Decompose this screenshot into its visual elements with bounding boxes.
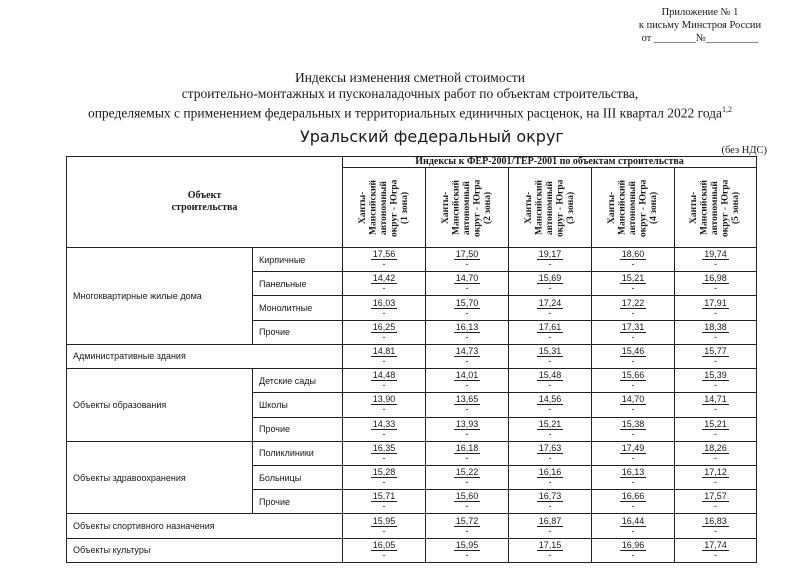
index-dash: - <box>631 477 635 488</box>
index-value: 16,16 <box>538 467 562 478</box>
index-dash: - <box>714 428 718 439</box>
residential-subtype-label: Кирпичные <box>253 248 343 272</box>
index-dash: - <box>382 259 386 270</box>
index-value: 16,44 <box>621 515 645 526</box>
education-2-zone-5-cell <box>675 417 757 441</box>
index-dash: - <box>382 331 386 342</box>
index-dash: - <box>631 259 635 270</box>
index-value: 16,96 <box>621 539 645 550</box>
index-value: 13,93 <box>455 418 479 429</box>
admin-zone-3-cell <box>509 344 592 368</box>
district-title: Уральский федеральный округ <box>300 127 564 146</box>
index-dash: - <box>714 549 718 560</box>
education-0-zone-4-cell <box>592 369 675 393</box>
indices-header: Индексы к ФЕР-2001/ТЕР-2001 по объектам строительства <box>343 157 757 168</box>
residential-3-zone-4-cell <box>592 320 675 344</box>
zone-header-2-text: Ханты- Мансийский автономный округ - Югра (2 зона) <box>440 178 493 237</box>
education-1-zone-4-cell <box>592 393 675 417</box>
residential-0-zone-3-cell <box>509 248 592 272</box>
table-row <box>67 514 757 538</box>
heading-line-1: Индексы изменения сметной стоимости <box>294 70 526 85</box>
residential-0-zone-2-cell <box>426 248 509 272</box>
health-0-zone-2-cell <box>426 441 509 465</box>
index-dash: - <box>548 477 552 488</box>
culture-zone-2-cell <box>426 538 509 562</box>
appendix-line-1: Приложение № 1 <box>661 7 739 18</box>
index-dash: - <box>631 501 635 512</box>
index-dash: - <box>631 307 635 318</box>
education-0-zone-2-cell <box>426 369 509 393</box>
index-value: 17,49 <box>621 442 645 453</box>
table-row <box>67 538 757 562</box>
culture-zone-1-cell <box>343 538 426 562</box>
index-value: 16,13 <box>455 321 479 332</box>
education-0-zone-1-cell <box>343 369 426 393</box>
index-dash: - <box>465 452 469 463</box>
index-dash: - <box>548 525 552 536</box>
health-group-label: Объекты здравоохранения <box>67 441 253 514</box>
index-value: 15,72 <box>455 515 479 526</box>
index-dash: - <box>631 428 635 439</box>
index-value: 16,66 <box>621 491 645 502</box>
index-value: 15,28 <box>372 467 396 478</box>
object-column-header: Объект строительства <box>67 157 343 248</box>
index-value: 15,71 <box>372 491 396 502</box>
sport-zone-2-cell <box>426 514 509 538</box>
index-value: 15,31 <box>538 345 562 356</box>
residential-2-zone-4-cell <box>592 296 675 320</box>
index-value: 17,56 <box>372 249 396 260</box>
index-value: 19,74 <box>704 249 727 260</box>
residential-0-zone-1-cell <box>343 248 426 272</box>
residential-1-zone-3-cell <box>509 272 592 296</box>
residential-0-zone-5-cell <box>675 248 757 272</box>
index-value: 14,73 <box>455 345 479 356</box>
health-0-zone-4-cell <box>592 441 675 465</box>
index-value: 15,70 <box>455 297 479 308</box>
education-2-zone-2-cell <box>426 417 509 441</box>
index-value: 16,35 <box>372 442 396 453</box>
residential-2-zone-3-cell <box>509 296 592 320</box>
index-value: 15,46 <box>621 345 645 356</box>
sport-zone-4-cell <box>592 514 675 538</box>
index-dash: - <box>465 404 469 415</box>
education-1-zone-3-cell <box>509 393 592 417</box>
health-2-zone-4-cell <box>592 490 675 514</box>
index-dash: - <box>631 380 635 391</box>
index-value: 15,21 <box>538 418 562 429</box>
residential-subtype-label: Прочие <box>253 320 343 344</box>
health-2-zone-5-cell <box>675 490 757 514</box>
residential-subtype-label: Панельные <box>253 272 343 296</box>
index-value: 14,42 <box>372 273 396 284</box>
table-row <box>67 441 757 465</box>
health-subtype-label: Прочие <box>253 490 343 514</box>
index-dash: - <box>382 428 386 439</box>
index-value: 17,91 <box>704 297 727 308</box>
index-dash: - <box>631 331 635 342</box>
table-row <box>67 248 757 272</box>
index-value: 15,95 <box>455 539 479 550</box>
residential-2-zone-2-cell <box>426 296 509 320</box>
admin-zone-4-cell <box>592 344 675 368</box>
index-value: 17,63 <box>538 442 562 453</box>
index-value: 15,60 <box>455 491 479 502</box>
index-dash: - <box>714 452 718 463</box>
residential-1-zone-1-cell <box>343 272 426 296</box>
index-dash: - <box>465 549 469 560</box>
index-value: 16,25 <box>372 321 396 332</box>
index-dash: - <box>548 501 552 512</box>
health-1-zone-5-cell <box>675 465 757 489</box>
index-value: 16,13 <box>621 467 645 478</box>
health-2-zone-2-cell <box>426 490 509 514</box>
index-dash: - <box>714 355 718 366</box>
index-dash: - <box>548 452 552 463</box>
index-value: 15,21 <box>704 418 727 429</box>
index-value: 14,81 <box>372 345 396 356</box>
index-value: 13,65 <box>455 394 479 405</box>
index-value: 16,98 <box>704 273 727 284</box>
culture-zone-5-cell <box>675 538 757 562</box>
index-value: 17,74 <box>704 539 727 550</box>
index-dash: - <box>465 307 469 318</box>
zone-header-5-text: Ханты- Мансийский автономный округ - Югра (5 зона) <box>689 178 742 237</box>
education-group-label: Объекты образования <box>67 369 253 442</box>
index-dash: - <box>465 428 469 439</box>
index-dash: - <box>382 283 386 294</box>
residential-3-zone-3-cell <box>509 320 592 344</box>
index-value: 15,21 <box>621 273 645 284</box>
index-dash: - <box>631 525 635 536</box>
index-value: 14,70 <box>621 394 645 405</box>
residential-3-zone-2-cell <box>426 320 509 344</box>
index-value: 18,38 <box>704 321 727 332</box>
health-0-zone-3-cell <box>509 441 592 465</box>
health-0-zone-5-cell <box>675 441 757 465</box>
index-value: 15,38 <box>621 418 645 429</box>
appendix-line-3: от ________№__________ <box>641 33 759 44</box>
index-dash: - <box>714 525 718 536</box>
index-dash: - <box>465 331 469 342</box>
table-row <box>67 344 757 368</box>
index-dash: - <box>714 331 718 342</box>
education-subtype-label: Детские сады <box>253 369 343 393</box>
culture-zone-4-cell <box>592 538 675 562</box>
index-dash: - <box>548 283 552 294</box>
residential-group-label: Многоквартирные жилые дома <box>67 248 253 345</box>
index-value: 17,22 <box>621 297 645 308</box>
index-dash: - <box>631 549 635 560</box>
index-value: 14,56 <box>538 394 562 405</box>
residential-subtype-label: Монолитные <box>253 296 343 320</box>
index-dash: - <box>631 404 635 415</box>
index-dash: - <box>714 501 718 512</box>
index-value: 15,22 <box>455 467 479 478</box>
education-1-zone-1-cell <box>343 393 426 417</box>
health-2-zone-3-cell <box>509 490 592 514</box>
index-dash: - <box>465 477 469 488</box>
sport-zone-5-cell <box>675 514 757 538</box>
index-value: 15,66 <box>621 370 645 381</box>
index-dash: - <box>631 355 635 366</box>
index-value: 17,15 <box>538 539 562 550</box>
index-dash: - <box>714 283 718 294</box>
sport-zone-1-cell <box>343 514 426 538</box>
index-dash: - <box>714 404 718 415</box>
residential-1-zone-5-cell <box>675 272 757 296</box>
index-value: 15,48 <box>538 370 562 381</box>
index-dash: - <box>465 525 469 536</box>
index-dash: - <box>548 404 552 415</box>
health-2-zone-1-cell <box>343 490 426 514</box>
heading-line-3-text: определяемых с применением федеральных и территориальных единичных расценок, на III квартал 2022 года <box>87 105 723 121</box>
zone-header-5 <box>675 168 757 248</box>
health-0-zone-1-cell <box>343 441 426 465</box>
admin-zone-5-cell <box>675 344 757 368</box>
education-2-zone-4-cell <box>592 417 675 441</box>
index-value: 19,17 <box>538 249 562 260</box>
index-dash: - <box>382 452 386 463</box>
vat-note: (без НДС) <box>721 145 767 156</box>
index-dash: - <box>382 307 386 318</box>
index-value: 16,18 <box>455 442 479 453</box>
residential-2-zone-5-cell <box>675 296 757 320</box>
heading-line-3 <box>40 102 780 122</box>
index-value: 17,50 <box>455 249 479 260</box>
index-dash: - <box>714 477 718 488</box>
index-value: 17,31 <box>621 321 645 332</box>
residential-3-zone-1-cell <box>343 320 426 344</box>
index-dash: - <box>548 428 552 439</box>
education-0-zone-3-cell <box>509 369 592 393</box>
residential-1-zone-4-cell <box>592 272 675 296</box>
residential-0-zone-4-cell <box>592 248 675 272</box>
education-0-zone-5-cell <box>675 369 757 393</box>
health-1-zone-1-cell <box>343 465 426 489</box>
index-value: 14,01 <box>455 370 479 381</box>
index-dash: - <box>548 331 552 342</box>
zone-header-4-text: Ханты- Мансийский автономный округ - Югра (4 зона) <box>606 178 659 237</box>
index-dash: - <box>714 259 718 270</box>
residential-1-zone-2-cell <box>426 272 509 296</box>
zone-header-3-text: Ханты- Мансийский автономный округ - Югра (3 зона) <box>523 178 576 237</box>
index-value: 16,83 <box>704 515 727 526</box>
index-dash: - <box>382 525 386 536</box>
index-dash: - <box>382 380 386 391</box>
index-dash: - <box>465 380 469 391</box>
health-1-zone-3-cell <box>509 465 592 489</box>
heading-footnote-mark: 1,2 <box>722 105 733 114</box>
index-dash: - <box>382 355 386 366</box>
index-value: 15,39 <box>704 370 727 381</box>
index-dash: - <box>382 501 386 512</box>
zone-header-4 <box>592 168 675 248</box>
index-value: 17,57 <box>704 491 727 502</box>
education-subtype-label: Прочие <box>253 417 343 441</box>
index-dash: - <box>548 259 552 270</box>
appendix-line-2: к письму Минстроя России <box>638 20 762 31</box>
education-1-zone-5-cell <box>675 393 757 417</box>
index-value: 13,90 <box>372 394 396 405</box>
index-value: 14,48 <box>372 370 396 381</box>
index-dash: - <box>714 307 718 318</box>
index-dash: - <box>631 283 635 294</box>
index-value: 15,69 <box>538 273 562 284</box>
index-value: 14,70 <box>455 273 479 284</box>
index-dash: - <box>548 380 552 391</box>
index-value: 16,05 <box>372 539 396 550</box>
index-value: 16,87 <box>538 515 562 526</box>
health-1-zone-2-cell <box>426 465 509 489</box>
health-1-zone-4-cell <box>592 465 675 489</box>
table-row <box>67 369 757 393</box>
index-dash: - <box>548 307 552 318</box>
index-dash: - <box>465 259 469 270</box>
residential-3-zone-5-cell <box>675 320 757 344</box>
sport-zone-3-cell <box>509 514 592 538</box>
zone-header-1 <box>343 168 426 248</box>
appendix-note <box>625 6 775 45</box>
index-dash: - <box>548 549 552 560</box>
education-2-zone-1-cell <box>343 417 426 441</box>
index-dash: - <box>631 452 635 463</box>
zone-header-1-text: Ханты- Мансийский автономный округ - Югра (1 зона) <box>357 178 410 237</box>
index-dash: - <box>465 355 469 366</box>
index-value: 14,33 <box>372 418 396 429</box>
index-dash: - <box>382 404 386 415</box>
index-dash: - <box>382 549 386 560</box>
heading-line-2: строительно-монтажных и пусконаладочных работ по объектам строительства, <box>181 86 639 101</box>
education-1-zone-2-cell <box>426 393 509 417</box>
index-dash: - <box>465 283 469 294</box>
index-value: 18,60 <box>621 249 645 260</box>
document-heading <box>40 70 780 122</box>
index-value: 16,73 <box>538 491 562 502</box>
health-subtype-label: Больницы <box>253 465 343 489</box>
health-subtype-label: Поликлиники <box>253 441 343 465</box>
residential-2-zone-1-cell <box>343 296 426 320</box>
sport-group-label: Объекты спортивного назначения <box>67 514 343 538</box>
index-value: 17,61 <box>538 321 562 332</box>
index-value: 15,77 <box>704 345 727 356</box>
zone-header-3 <box>509 168 592 248</box>
index-dash: - <box>548 355 552 366</box>
index-value: 14,71 <box>704 394 727 405</box>
index-value: 17,12 <box>704 467 727 478</box>
culture-zone-3-cell <box>509 538 592 562</box>
index-value: 16,03 <box>372 297 396 308</box>
admin-group-label: Административные здания <box>67 344 343 368</box>
education-2-zone-3-cell <box>509 417 592 441</box>
index-value: 17,24 <box>538 297 562 308</box>
zone-header-2 <box>426 168 509 248</box>
index-value: 15,95 <box>372 515 396 526</box>
price-index-table <box>66 156 757 563</box>
index-dash: - <box>714 380 718 391</box>
admin-zone-2-cell <box>426 344 509 368</box>
index-value: 18,26 <box>704 442 727 453</box>
admin-zone-1-cell <box>343 344 426 368</box>
index-dash: - <box>465 501 469 512</box>
culture-group-label: Объекты культуры <box>67 538 343 562</box>
education-subtype-label: Школы <box>253 393 343 417</box>
index-dash: - <box>382 477 386 488</box>
